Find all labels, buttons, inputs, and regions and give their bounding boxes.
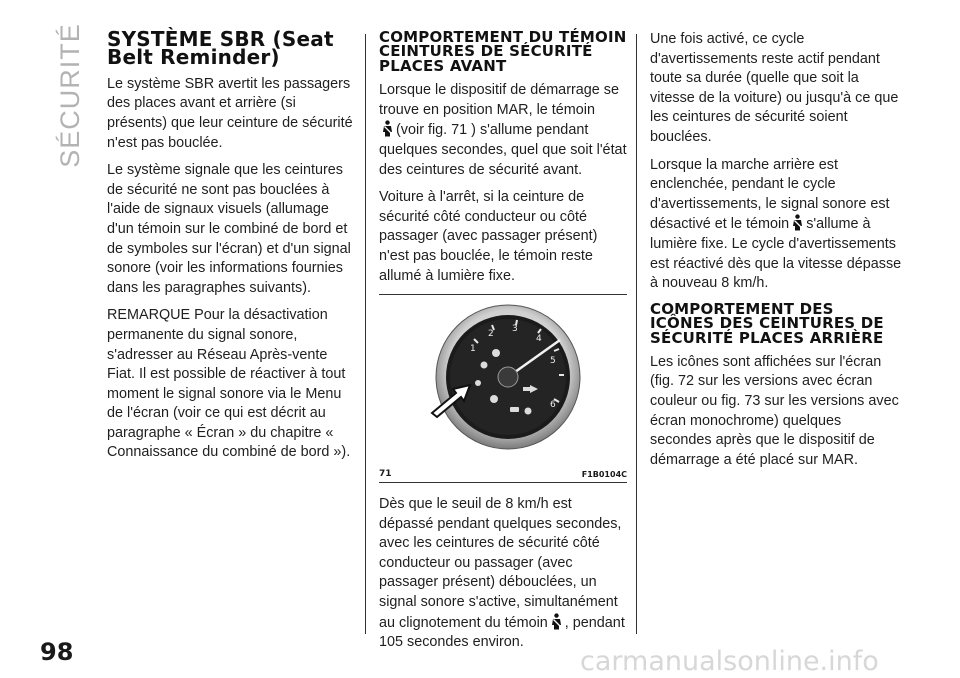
column-3 <box>650 30 902 478</box>
seatbelt-warning-icon <box>550 613 563 630</box>
paragraph: Lorsque la marche arrière est enclenchée, pendant le cycle d'avertissements, le signal sonore est désactivé et le témoin s'allume à lumière fixe. Le cycle d'avertissements est réactivé dès que la vitesse dépasse à nouveau 8 km/h. <box>650 156 902 292</box>
section-tab <box>52 22 88 168</box>
paragraph: Une fois activé, ce cycle d'avertissements reste actif pendant toute sa durée (quelle que soit la vitesse de la voiture) ou jusqu'à ce que les ceintures de sécurité soient bouclées. <box>650 31 899 145</box>
tachometer-illustration <box>426 303 584 455</box>
dial-number: 5 <box>550 356 556 367</box>
dial-number: 1 <box>470 344 476 355</box>
paragraph: Le système SBR avertit les passagers des places avant et arrière (si présents) que leur ceinture de sécurité n'est pas bouclée. <box>107 75 353 151</box>
dial-number: 4 <box>536 334 542 345</box>
figure-71 <box>379 294 627 483</box>
paragraph: Le système signale que les ceintures de sécurité ne sont pas bouclées à l'aide de signaux visuels (allumage d'un témoin sur le combiné de bord et de symboles sur l'écran) et d'un signal sonore (voir les informations fournies dans les paragraphes suivants). <box>107 162 351 296</box>
remark-paragraph: REMARQUE Pour la désactivation permanente du signal sonore, s'adresser au Réseau Après-vente Fiat. Il est possible de réactiver à tout moment le signal sonore via le Menu de l'écran (voir ce qui est décrit au paragraphe « Écran » du chapitre « Connaissance du combiné de bord »). <box>107 307 351 461</box>
dial-number: 6 <box>550 400 556 411</box>
paragraph: Dès que le seuil de 8 km/h est dépassé pendant quelques secondes, avec les ceintures de sécurité côté conducteur ou passager (avec passager présent) débouclées, un signal sonore s'active, simultanément au clignotement du témoin , pendant 105 secondes environ. <box>379 496 625 651</box>
seatbelt-warning-icon <box>791 214 804 231</box>
column-2 <box>379 30 627 661</box>
column-divider <box>636 34 637 634</box>
figure-code: F1B0104C <box>581 470 627 480</box>
paragraph: Les icônes sont affichées sur l'écran (fig. 72 sur les versions avec écran couleur ou fig. 73 sur les versions avec écran monochrome) quelques secondes après que le dispositif de démarrage a été placé sur MAR. <box>650 353 899 468</box>
sbr-heading: SYSTÈME SBR (Seat Belt Reminder) <box>107 27 334 70</box>
paragraph: Voiture à l'arrêt, si la ceinture de sécurité côté conducteur ou côté passager (avec passager présent) n'est pas bouclée, le témoin reste allumé à lumière fixe. <box>379 189 598 284</box>
column-1 <box>107 27 355 471</box>
section-title: SÉCURITÉ <box>54 22 85 168</box>
front-seatbelt-heading: COMPORTEMENT DU TÉMOIN CEINTURES DE SÉCURITÉ PLACES AVANT <box>379 28 627 75</box>
column-divider <box>365 34 366 634</box>
page-number: 98 <box>40 638 74 666</box>
dial-number: 2 <box>488 329 494 340</box>
seatbelt-warning-icon <box>381 120 394 137</box>
rear-seatbelt-heading: COMPORTEMENT DES ICÔNES DES CEINTURES DE SÉCURITÉ PLACES ARRIÈRE <box>650 299 884 347</box>
figure-number: 71 <box>379 469 392 480</box>
watermark: carmanualsonline.info <box>580 646 879 677</box>
dial-number: 3 <box>512 324 518 335</box>
paragraph: Lorsque le dispositif de démarrage se trouve en position MAR, le témoin (voir fig. 71 ) s'allume pendant quelques secondes, quel que soit l'état des ceintures de sécurité avant. <box>379 82 627 178</box>
